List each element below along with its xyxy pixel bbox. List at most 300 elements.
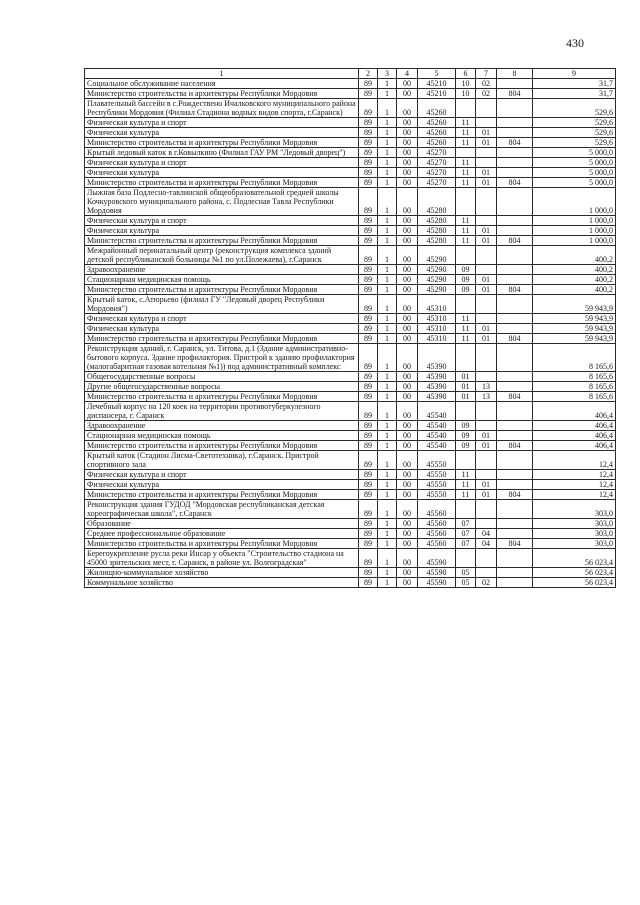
- expense-type-cell: [497, 265, 533, 275]
- table-row: [85, 226, 616, 236]
- subsection-code-cell: 01: [476, 324, 497, 334]
- table-row: [85, 178, 616, 188]
- table-row: [85, 578, 616, 588]
- expense-type-cell: 804: [497, 441, 533, 451]
- amount-cell: 5 000,0: [533, 168, 616, 178]
- amount-cell: 59 943,9: [533, 324, 616, 334]
- table-row: [85, 441, 616, 451]
- item-name-cell: Другие общегосударственные вопросы: [85, 382, 359, 392]
- table-row: [85, 128, 616, 138]
- section-code-cell: 10: [456, 79, 476, 89]
- code-cell: 89: [359, 275, 378, 285]
- code-cell: 89: [359, 402, 378, 421]
- subsection-code-cell: 13: [476, 382, 497, 392]
- code-cell: 89: [359, 79, 378, 89]
- table-row: [85, 431, 616, 441]
- subsection-code-cell: 02: [476, 79, 497, 89]
- item-name-cell: Министерство строительства и архитектуры Республики Мордовия: [85, 285, 359, 295]
- item-name-cell: Крытый каток, с.Атюрьево (филиал ГУ "Ледовый дворец Республики Мордовия"): [85, 295, 359, 314]
- section-code-cell: 07: [456, 539, 476, 549]
- subsection-code-cell: 01: [476, 128, 497, 138]
- expense-type-cell: [497, 99, 533, 118]
- code-cell: 00: [397, 285, 418, 295]
- code-cell: 89: [359, 470, 378, 480]
- column-header: 3: [378, 69, 397, 79]
- amount-cell: 400,2: [533, 246, 616, 265]
- expense-type-cell: [497, 148, 533, 158]
- section-code-cell: [456, 295, 476, 314]
- code-cell: 1: [378, 178, 397, 188]
- code-cell: 89: [359, 148, 378, 158]
- item-name-cell: Стационарная медицинская помощь: [85, 275, 359, 285]
- subsection-code-cell: 01: [476, 490, 497, 500]
- code-cell: 45260: [418, 138, 456, 148]
- expense-type-cell: 804: [497, 236, 533, 246]
- code-cell: 89: [359, 421, 378, 431]
- code-cell: 1: [378, 118, 397, 128]
- code-cell: 00: [397, 539, 418, 549]
- code-cell: 00: [397, 314, 418, 324]
- subsection-code-cell: [476, 314, 497, 324]
- amount-cell: 5 000,0: [533, 148, 616, 158]
- amount-cell: 8 165,6: [533, 344, 616, 372]
- code-cell: 00: [397, 275, 418, 285]
- code-cell: 45310: [418, 334, 456, 344]
- subsection-code-cell: 01: [476, 226, 497, 236]
- code-cell: 89: [359, 519, 378, 529]
- code-cell: 1: [378, 275, 397, 285]
- item-name-cell: Министерство строительства и архитектуры Республики Мордовия: [85, 490, 359, 500]
- section-code-cell: 09: [456, 421, 476, 431]
- section-code-cell: [456, 188, 476, 216]
- code-cell: 45260: [418, 118, 456, 128]
- code-cell: 89: [359, 188, 378, 216]
- column-header: 5: [418, 69, 456, 79]
- expense-type-cell: [497, 529, 533, 539]
- page-number: 430: [566, 36, 584, 50]
- item-name-cell: Министерство строительства и архитектуры Республики Мордовия: [85, 236, 359, 246]
- subsection-code-cell: [476, 118, 497, 128]
- expense-type-cell: [497, 500, 533, 519]
- code-cell: 1: [378, 402, 397, 421]
- subsection-code-cell: [476, 344, 497, 372]
- code-cell: 00: [397, 138, 418, 148]
- code-cell: 45290: [418, 265, 456, 275]
- item-name-cell: Крытый ледовый каток в г.Ковылкино (Филиал ГАУ РМ "Ледовый дворец"): [85, 148, 359, 158]
- table-row: [85, 490, 616, 500]
- code-cell: 1: [378, 148, 397, 158]
- code-cell: 00: [397, 324, 418, 334]
- budget-table: [84, 68, 616, 588]
- expense-type-cell: 804: [497, 89, 533, 99]
- table-row: [85, 188, 616, 216]
- section-code-cell: 07: [456, 529, 476, 539]
- table-row: [85, 324, 616, 334]
- section-code-cell: 11: [456, 480, 476, 490]
- item-name-cell: Образование: [85, 519, 359, 529]
- table-row: [85, 344, 616, 372]
- code-cell: 45390: [418, 344, 456, 372]
- table-row: [85, 549, 616, 568]
- subsection-code-cell: 01: [476, 236, 497, 246]
- code-cell: 00: [397, 236, 418, 246]
- table-row: [85, 168, 616, 178]
- code-cell: 00: [397, 158, 418, 168]
- code-cell: 45390: [418, 392, 456, 402]
- table-row: [85, 275, 616, 285]
- code-cell: 45560: [418, 519, 456, 529]
- subsection-code-cell: [476, 519, 497, 529]
- subsection-code-cell: 02: [476, 578, 497, 588]
- item-name-cell: Министерство строительства и архитектуры Республики Мордовия: [85, 178, 359, 188]
- code-cell: 89: [359, 128, 378, 138]
- subsection-code-cell: [476, 500, 497, 519]
- code-cell: 89: [359, 236, 378, 246]
- code-cell: 1: [378, 568, 397, 578]
- section-code-cell: [456, 344, 476, 372]
- amount-cell: 5 000,0: [533, 178, 616, 188]
- expense-type-cell: [497, 128, 533, 138]
- code-cell: 89: [359, 295, 378, 314]
- section-code-cell: 05: [456, 578, 476, 588]
- expense-type-cell: [497, 168, 533, 178]
- code-cell: 1: [378, 549, 397, 568]
- code-cell: 1: [378, 392, 397, 402]
- table-row: [85, 529, 616, 539]
- subsection-code-cell: [476, 188, 497, 216]
- section-code-cell: 01: [456, 372, 476, 382]
- code-cell: 89: [359, 168, 378, 178]
- code-cell: 1: [378, 295, 397, 314]
- code-cell: 00: [397, 402, 418, 421]
- amount-cell: 59 943,9: [533, 334, 616, 344]
- code-cell: 1: [378, 344, 397, 372]
- code-cell: 1: [378, 79, 397, 89]
- code-cell: 45210: [418, 79, 456, 89]
- section-code-cell: [456, 99, 476, 118]
- item-name-cell: Среднее профессиональное образование: [85, 529, 359, 539]
- amount-cell: 303,0: [533, 500, 616, 519]
- item-name-cell: Физическая культура: [85, 168, 359, 178]
- subsection-code-cell: [476, 470, 497, 480]
- code-cell: 45550: [418, 451, 456, 470]
- code-cell: 89: [359, 89, 378, 99]
- table-row: [85, 118, 616, 128]
- subsection-code-cell: 04: [476, 529, 497, 539]
- item-name-cell: Физическая культура: [85, 128, 359, 138]
- amount-cell: 12,4: [533, 470, 616, 480]
- subsection-code-cell: 01: [476, 178, 497, 188]
- code-cell: 89: [359, 285, 378, 295]
- code-cell: 1: [378, 89, 397, 99]
- code-cell: 89: [359, 178, 378, 188]
- section-code-cell: 01: [456, 392, 476, 402]
- amount-cell: 303,0: [533, 519, 616, 529]
- section-code-cell: 11: [456, 216, 476, 226]
- column-header: 1: [85, 69, 359, 79]
- table-row: [85, 382, 616, 392]
- subsection-code-cell: [476, 158, 497, 168]
- code-cell: 1: [378, 539, 397, 549]
- code-cell: 89: [359, 118, 378, 128]
- item-name-cell: Общегосударственные вопросы: [85, 372, 359, 382]
- code-cell: 00: [397, 431, 418, 441]
- expense-type-cell: [497, 216, 533, 226]
- section-code-cell: [456, 451, 476, 470]
- amount-cell: 59 943,9: [533, 295, 616, 314]
- subsection-code-cell: [476, 216, 497, 226]
- code-cell: 1: [378, 168, 397, 178]
- code-cell: 45260: [418, 99, 456, 118]
- amount-cell: 400,2: [533, 275, 616, 285]
- section-code-cell: [456, 148, 476, 158]
- table-row: [85, 246, 616, 265]
- code-cell: 89: [359, 490, 378, 500]
- expense-type-cell: [497, 275, 533, 285]
- table-row: [85, 539, 616, 549]
- expense-type-cell: [497, 295, 533, 314]
- expense-type-cell: [497, 372, 533, 382]
- code-cell: 45280: [418, 188, 456, 216]
- code-cell: 89: [359, 451, 378, 470]
- column-header: 6: [456, 69, 476, 79]
- code-cell: 1: [378, 314, 397, 324]
- code-cell: 00: [397, 372, 418, 382]
- amount-cell: 406,4: [533, 402, 616, 421]
- code-cell: 1: [378, 128, 397, 138]
- expense-type-cell: [497, 480, 533, 490]
- table-row: [85, 372, 616, 382]
- item-name-cell: Физическая культура и спорт: [85, 314, 359, 324]
- code-cell: 45290: [418, 275, 456, 285]
- amount-cell: 529,6: [533, 118, 616, 128]
- expense-type-cell: [497, 382, 533, 392]
- table-row: [85, 334, 616, 344]
- table-row: [85, 265, 616, 275]
- code-cell: 1: [378, 500, 397, 519]
- subsection-code-cell: [476, 246, 497, 265]
- item-name-cell: Физическая культура: [85, 480, 359, 490]
- subsection-code-cell: [476, 549, 497, 568]
- code-cell: 00: [397, 344, 418, 372]
- expense-type-cell: [497, 246, 533, 265]
- code-cell: 00: [397, 128, 418, 138]
- code-cell: 00: [397, 265, 418, 275]
- section-code-cell: 11: [456, 226, 476, 236]
- subsection-code-cell: 01: [476, 168, 497, 178]
- subsection-code-cell: [476, 295, 497, 314]
- amount-cell: 406,4: [533, 441, 616, 451]
- code-cell: 1: [378, 382, 397, 392]
- code-cell: 45280: [418, 226, 456, 236]
- table-row: [85, 79, 616, 89]
- code-cell: 45310: [418, 324, 456, 334]
- subsection-code-cell: 01: [476, 480, 497, 490]
- table-row: [85, 148, 616, 158]
- subsection-code-cell: [476, 265, 497, 275]
- column-header: 4: [397, 69, 418, 79]
- section-code-cell: 01: [456, 382, 476, 392]
- expense-type-cell: [497, 118, 533, 128]
- item-name-cell: Реконструкция зданий, г. Саранск, ул. Титова, д.1 (Здание административно-бытового корпуса. Здание профилактория. Пристрой к зданию профилактория (малогабаритная газовая котельная №1)) под административный комплекс: [85, 344, 359, 372]
- section-code-cell: 05: [456, 568, 476, 578]
- amount-cell: 529,6: [533, 138, 616, 148]
- subsection-code-cell: [476, 99, 497, 118]
- expense-type-cell: [497, 324, 533, 334]
- table-header-row: [85, 69, 616, 79]
- code-cell: 45310: [418, 295, 456, 314]
- code-cell: 00: [397, 519, 418, 529]
- code-cell: 45280: [418, 236, 456, 246]
- expense-type-cell: [497, 79, 533, 89]
- code-cell: 45560: [418, 529, 456, 539]
- subsection-code-cell: 01: [476, 138, 497, 148]
- code-cell: 1: [378, 324, 397, 334]
- code-cell: 45270: [418, 168, 456, 178]
- amount-cell: 1 000,0: [533, 226, 616, 236]
- amount-cell: 400,2: [533, 285, 616, 295]
- amount-cell: 406,4: [533, 421, 616, 431]
- code-cell: 89: [359, 441, 378, 451]
- code-cell: 89: [359, 314, 378, 324]
- table-row: [85, 236, 616, 246]
- code-cell: 1: [378, 421, 397, 431]
- code-cell: 45560: [418, 500, 456, 519]
- table-row: [85, 392, 616, 402]
- code-cell: 00: [397, 441, 418, 451]
- table-row: [85, 285, 616, 295]
- item-name-cell: Здравоохранение: [85, 421, 359, 431]
- code-cell: 00: [397, 99, 418, 118]
- item-name-cell: Лечебный корпус на 120 коек на территории противотуберкулезного диспансера, г. Саранск: [85, 402, 359, 421]
- table-row: [85, 89, 616, 99]
- code-cell: 1: [378, 451, 397, 470]
- item-name-cell: Министерство строительства и архитектуры Республики Мордовия: [85, 539, 359, 549]
- code-cell: 45560: [418, 539, 456, 549]
- code-cell: 45590: [418, 578, 456, 588]
- code-cell: 45280: [418, 216, 456, 226]
- section-code-cell: 11: [456, 168, 476, 178]
- section-code-cell: 11: [456, 314, 476, 324]
- code-cell: 45210: [418, 89, 456, 99]
- item-name-cell: Межрайонный перинатальный центр (реконструкция комплекса зданий детской республиканской больницы №1 по ул.Полежаева), г.Саранск: [85, 246, 359, 265]
- code-cell: 00: [397, 334, 418, 344]
- amount-cell: 59 943,9: [533, 314, 616, 324]
- code-cell: 00: [397, 549, 418, 568]
- amount-cell: 56 023,4: [533, 549, 616, 568]
- code-cell: 00: [397, 216, 418, 226]
- code-cell: 00: [397, 295, 418, 314]
- code-cell: 00: [397, 79, 418, 89]
- code-cell: 89: [359, 529, 378, 539]
- code-cell: 45310: [418, 314, 456, 324]
- code-cell: 89: [359, 431, 378, 441]
- expense-type-cell: 804: [497, 285, 533, 295]
- code-cell: 00: [397, 451, 418, 470]
- code-cell: 1: [378, 285, 397, 295]
- column-header: 9: [533, 69, 616, 79]
- section-code-cell: 11: [456, 236, 476, 246]
- code-cell: 1: [378, 188, 397, 216]
- section-code-cell: 09: [456, 265, 476, 275]
- expense-type-cell: [497, 421, 533, 431]
- item-name-cell: Физическая культура и спорт: [85, 118, 359, 128]
- code-cell: 89: [359, 324, 378, 334]
- expense-type-cell: [497, 470, 533, 480]
- code-cell: 1: [378, 99, 397, 118]
- code-cell: 89: [359, 158, 378, 168]
- item-name-cell: Жилищно-коммунальное хозяйство: [85, 568, 359, 578]
- code-cell: 45540: [418, 421, 456, 431]
- code-cell: 89: [359, 500, 378, 519]
- code-cell: 45540: [418, 441, 456, 451]
- code-cell: 00: [397, 568, 418, 578]
- expense-type-cell: [497, 578, 533, 588]
- code-cell: 45260: [418, 128, 456, 138]
- item-name-cell: Министерство строительства и архитектуры Республики Мордовия: [85, 138, 359, 148]
- item-name-cell: Министерство строительства и архитектуры Республики Мордовия: [85, 334, 359, 344]
- expense-type-cell: [497, 158, 533, 168]
- code-cell: 1: [378, 265, 397, 275]
- table-row: [85, 216, 616, 226]
- code-cell: 1: [378, 236, 397, 246]
- code-cell: 89: [359, 480, 378, 490]
- code-cell: 00: [397, 168, 418, 178]
- section-code-cell: [456, 500, 476, 519]
- expense-type-cell: [497, 402, 533, 421]
- section-code-cell: [456, 402, 476, 421]
- expense-type-cell: [497, 188, 533, 216]
- code-cell: 89: [359, 246, 378, 265]
- code-cell: 89: [359, 372, 378, 382]
- item-name-cell: Физическая культура: [85, 226, 359, 236]
- section-code-cell: 11: [456, 178, 476, 188]
- expense-type-cell: [497, 431, 533, 441]
- amount-cell: 303,0: [533, 539, 616, 549]
- subsection-code-cell: 01: [476, 441, 497, 451]
- item-name-cell: Берегоукрепление русла реки Инсар у объекта "Строительство стадиона на 45000 зрительских мест, г. Саранск, в районе ул. Волгоградская": [85, 549, 359, 568]
- code-cell: 45550: [418, 480, 456, 490]
- code-cell: 45550: [418, 490, 456, 500]
- code-cell: 89: [359, 265, 378, 275]
- subsection-code-cell: [476, 421, 497, 431]
- amount-cell: 56 023,4: [533, 568, 616, 578]
- code-cell: 00: [397, 529, 418, 539]
- subsection-code-cell: [476, 148, 497, 158]
- item-name-cell: Крытый каток (Стадион Лисма-Светотехника), г.Саранск. Пристрой спортивного зала: [85, 451, 359, 470]
- table-row: [85, 402, 616, 421]
- expense-type-cell: [497, 226, 533, 236]
- section-code-cell: 07: [456, 519, 476, 529]
- section-code-cell: [456, 246, 476, 265]
- section-code-cell: [456, 549, 476, 568]
- item-name-cell: Физическая культура: [85, 324, 359, 334]
- table-row: [85, 295, 616, 314]
- code-cell: 00: [397, 392, 418, 402]
- expense-type-cell: [497, 549, 533, 568]
- section-code-cell: 11: [456, 490, 476, 500]
- section-code-cell: 11: [456, 334, 476, 344]
- amount-cell: 400,2: [533, 265, 616, 275]
- amount-cell: 406,4: [533, 431, 616, 441]
- code-cell: 00: [397, 226, 418, 236]
- code-cell: 89: [359, 344, 378, 372]
- code-cell: 00: [397, 382, 418, 392]
- code-cell: 45290: [418, 246, 456, 265]
- code-cell: 1: [378, 158, 397, 168]
- amount-cell: 1 000,0: [533, 188, 616, 216]
- code-cell: 89: [359, 392, 378, 402]
